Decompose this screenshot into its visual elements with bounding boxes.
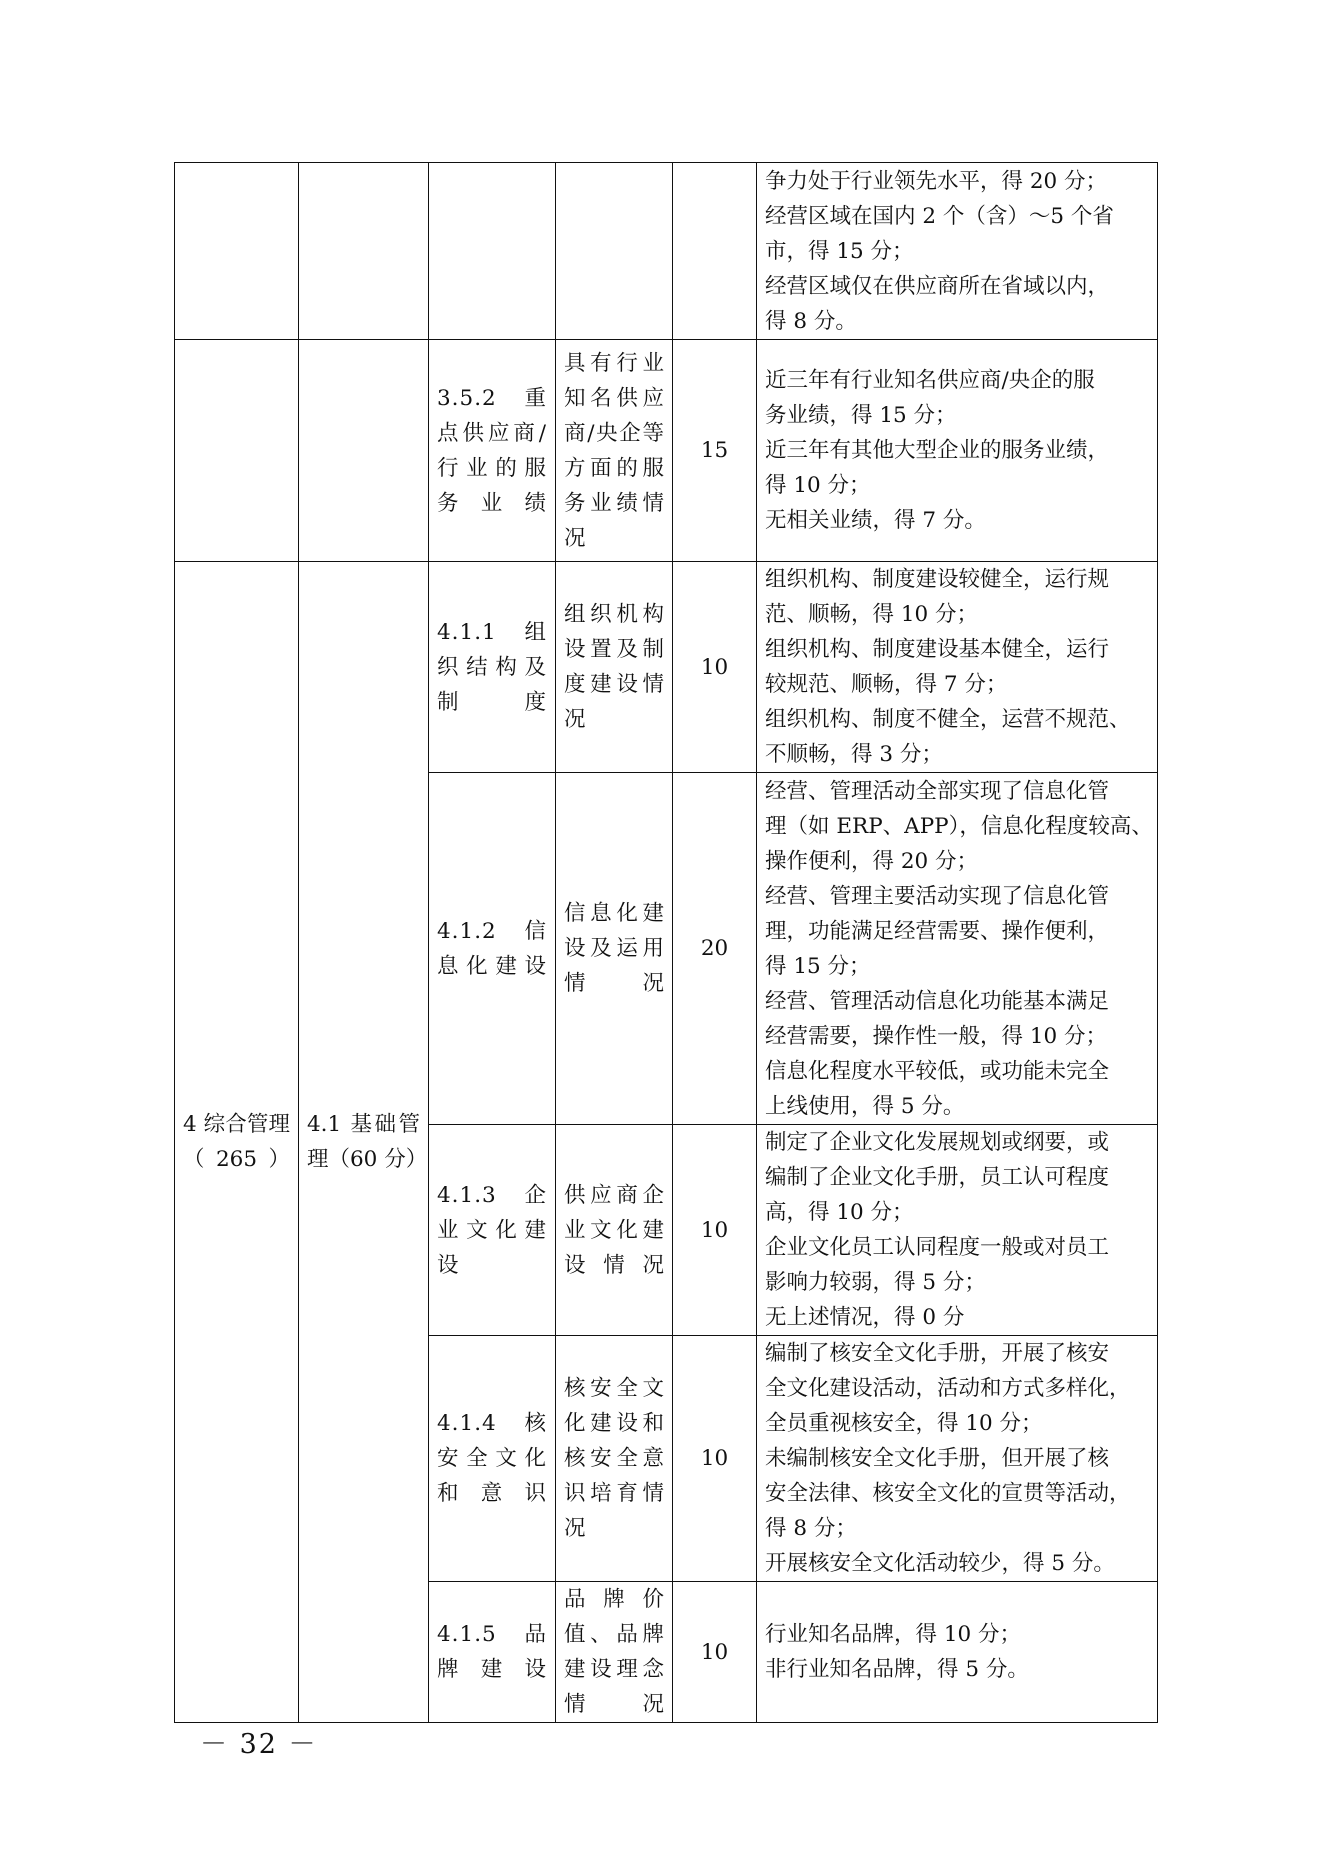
subcategory-cell — [299, 340, 429, 562]
score-cell: 10 — [673, 1125, 757, 1336]
rule-line: 组织机构、制度建设基本健全，运行 — [765, 637, 1110, 662]
rule-line: 市，得 15 分； — [765, 238, 914, 264]
rule-line: 务业绩，得 15 分； — [765, 403, 957, 428]
indicator-cell: 4.1.5 品牌建设 — [429, 1582, 556, 1723]
rule-line: 理（如 ERP、APP），信息化程度较高、 — [765, 813, 1153, 839]
content-cell: 品牌价值、品牌建设理念情况 — [556, 1582, 673, 1723]
rule-line: 非行业知名品牌，得 5 分。 — [765, 1657, 1029, 1682]
subcategory-cell — [299, 163, 429, 340]
rule-line: 行业知名品牌，得 10 分； — [765, 1622, 1022, 1647]
score-cell: 20 — [673, 773, 757, 1125]
rule-line: 范、顺畅，得 10 分； — [765, 602, 979, 627]
rule-line: 企业文化员工认同程度一般或对员工 — [765, 1235, 1110, 1260]
indicator-cell: 4.1.2 信息化建设 — [429, 773, 556, 1125]
rule-line: 经营、管理活动信息化功能基本满足 — [765, 988, 1110, 1014]
rule-line: 得 10 分； — [765, 473, 871, 498]
category-cell — [175, 163, 299, 340]
rule-line: 近三年有其他大型企业的服务业绩， — [765, 438, 1110, 463]
rule-line: 经营需要，操作性一般，得 10 分； — [765, 1023, 1108, 1049]
rule-line: 组织机构、制度不健全，运营不规范、 — [765, 707, 1131, 732]
rule-line: 高，得 10 分； — [765, 1200, 914, 1225]
rule-line: 较规范、顺畅，得 7 分； — [765, 672, 1008, 697]
indicator-cell: 3.5.2 重点供应商/行业的服务业绩 — [429, 340, 556, 562]
rule-line: 影响力较弱，得 5 分； — [765, 1270, 986, 1295]
table-row — [175, 562, 1158, 773]
rule-line: 经营、管理活动全部实现了信息化管 — [765, 778, 1110, 804]
rule-line: 开展核安全文化活动较少，得 5 分。 — [765, 1551, 1115, 1576]
category-cell — [175, 340, 299, 562]
rule-line: 得 15 分； — [765, 953, 871, 979]
rule-line: 得 8 分。 — [765, 308, 857, 334]
rule-line: 未编制核安全文化手册，但开展了核 — [765, 1446, 1110, 1471]
content-cell: 具有行业知名供应商/央企等方面的服务业绩情况 — [556, 340, 673, 562]
subcategory-cell: 4.1 基础管理（60 分） — [299, 562, 429, 1723]
rule-cell — [757, 1336, 1158, 1582]
rule-line: 不顺畅，得 3 分； — [765, 742, 943, 767]
rule-line: 经营区域仅在供应商所在省域以内， — [765, 273, 1110, 299]
indicator-cell: 4.1.4 核安全文化和意识 — [429, 1336, 556, 1582]
rule-line: 编制了核安全文化手册，开展了核安 — [765, 1341, 1110, 1366]
score-cell: 15 — [673, 340, 757, 562]
rule-cell — [757, 562, 1158, 773]
rule-line: 编制了企业文化手册，员工认可程度 — [765, 1165, 1110, 1190]
rule-line: 上线使用，得 5 分。 — [765, 1093, 965, 1119]
rule-line: 无相关业绩，得 7 分。 — [765, 508, 986, 533]
content-cell: 核安全文化建设和核安全意识培育情况 — [556, 1336, 673, 1582]
table-row — [175, 340, 1158, 562]
rule-cell — [757, 340, 1158, 562]
indicator-cell — [429, 163, 556, 340]
rule-line: 得 8 分； — [765, 1516, 857, 1541]
score-cell — [673, 163, 757, 340]
score-cell: 10 — [673, 562, 757, 773]
rule-line: 全员重视核安全，得 10 分； — [765, 1411, 1043, 1436]
content-cell: 信息化建设及运用情况 — [556, 773, 673, 1125]
indicator-cell: 4.1.3 企业文化建设 — [429, 1125, 556, 1336]
table-row — [175, 163, 1158, 340]
rule-cell — [757, 163, 1158, 340]
rule-line: 信息化程度水平较低，或功能未完全 — [765, 1058, 1110, 1084]
rule-line: 理，功能满足经营需要、操作便利， — [765, 918, 1110, 944]
rule-line: 操作便利，得 20 分； — [765, 848, 979, 874]
content-cell: 供应商企业文化建设情况 — [556, 1125, 673, 1336]
rule-cell — [757, 1125, 1158, 1336]
content-cell: 组织机构设置及制度建设情况 — [556, 562, 673, 773]
page-number: － 32 － — [200, 1729, 318, 1760]
rule-cell — [757, 1582, 1158, 1723]
rule-line: 近三年有行业知名供应商/央企的服 — [765, 368, 1095, 393]
content-cell — [556, 163, 673, 340]
category-cell: 4 综合管理（265） — [175, 562, 299, 1723]
score-cell: 10 — [673, 1582, 757, 1723]
indicator-cell: 4.1.1 组织结构及制度 — [429, 562, 556, 773]
rule-line: 安全法律、核安全文化的宣贯等活动， — [765, 1481, 1131, 1506]
rule-cell — [757, 773, 1158, 1125]
rule-line: 全文化建设活动，活动和方式多样化， — [765, 1376, 1131, 1401]
rule-line: 制定了企业文化发展规划或纲要，或 — [765, 1130, 1110, 1155]
rule-line: 经营、管理主要活动实现了信息化管 — [765, 883, 1110, 909]
scoring-table — [174, 162, 1158, 1723]
score-cell: 10 — [673, 1336, 757, 1582]
rule-line: 经营区域在国内 2 个（含）～5 个省 — [765, 203, 1114, 229]
rule-line: 争力处于行业领先水平，得 20 分； — [765, 168, 1108, 194]
rule-line: 无上述情况，得 0 分 — [765, 1305, 965, 1330]
rule-line: 组织机构、制度建设较健全，运行规 — [765, 567, 1110, 592]
